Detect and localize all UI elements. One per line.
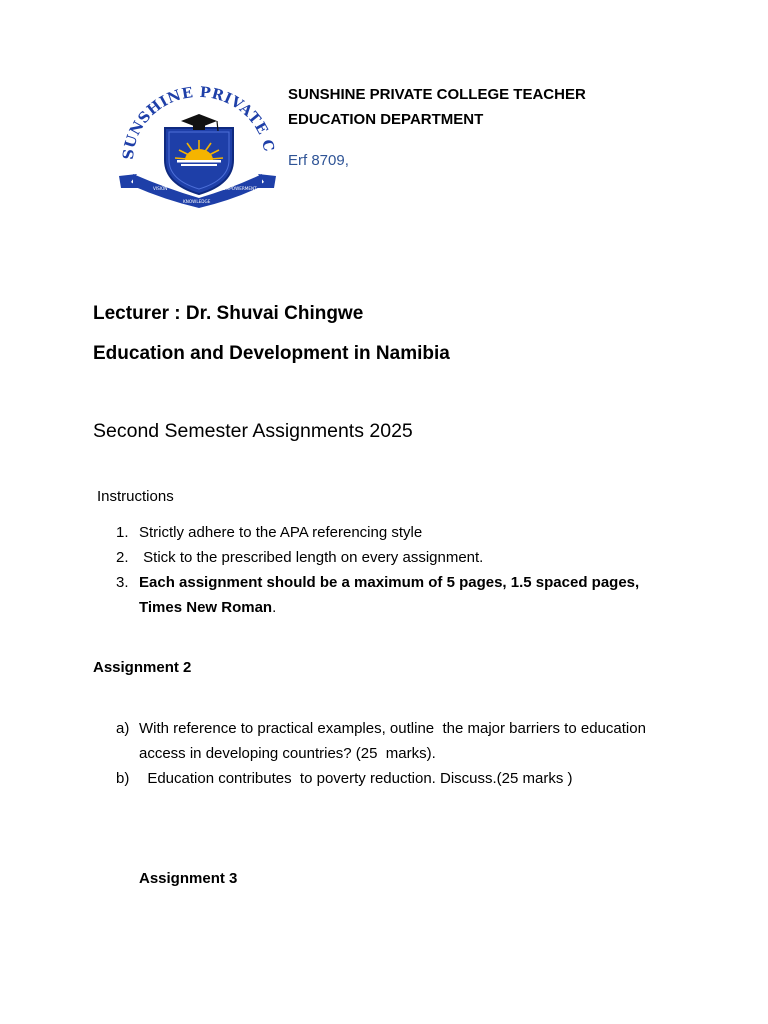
instruction-text bbox=[139, 570, 661, 620]
instruction-text-tail: . bbox=[272, 599, 277, 616]
instruction-text: Stick to the prescribed length on every assignment. bbox=[139, 549, 484, 566]
instruction-number: 3. bbox=[116, 574, 129, 591]
address-line: Erf 8709, bbox=[288, 152, 349, 169]
department-title-line-1: SUNSHINE PRIVATE COLLEGE TEACHER bbox=[288, 86, 586, 103]
instruction-item bbox=[116, 520, 676, 545]
instruction-item bbox=[116, 545, 676, 570]
svg-text:VISION: VISION bbox=[153, 186, 168, 191]
instruction-number: 2. bbox=[116, 549, 129, 566]
instructions-heading: Instructions bbox=[97, 488, 174, 505]
question-text: Education contributes to poverty reduction. Discuss.(25 marks ) bbox=[139, 770, 573, 787]
question-text: With reference to practical examples, outline the major barriers to education access in developing countries? (25 marks). bbox=[139, 720, 651, 762]
department-title-line-2: EDUCATION DEPARTMENT bbox=[288, 111, 484, 128]
assignment-3-heading: Assignment 3 bbox=[139, 870, 238, 887]
semester-title: Second Semester Assignments 2025 bbox=[93, 420, 413, 442]
instruction-text: Strictly adhere to the APA referencing style bbox=[139, 524, 423, 541]
assignment-2-heading: Assignment 2 bbox=[93, 659, 192, 676]
lecturer-name: Lecturer : Dr. Shuvai Chingwe bbox=[93, 303, 364, 324]
svg-text:SUNSHINE PRIVATE COLLEGE: SUNSHINE PRIVATE C bbox=[119, 84, 278, 161]
assignment-question bbox=[116, 716, 676, 766]
college-logo bbox=[115, 84, 280, 212]
course-title: Education and Development in Namibia bbox=[93, 343, 450, 364]
assignment-question bbox=[116, 766, 676, 791]
question-label: a) bbox=[116, 720, 130, 737]
instruction-number: 1. bbox=[116, 524, 129, 541]
question-label: b) bbox=[116, 770, 130, 787]
svg-text:EMPOWERMENT: EMPOWERMENT bbox=[223, 186, 257, 191]
instruction-item bbox=[116, 570, 661, 620]
svg-text:KNOWLEDGE: KNOWLEDGE bbox=[183, 199, 211, 204]
college-crest-icon bbox=[115, 84, 280, 212]
instruction-text-bold: Each assignment should be a maximum of 5 pages, 1.5 spaced pages, Times New Roman bbox=[139, 574, 640, 616]
